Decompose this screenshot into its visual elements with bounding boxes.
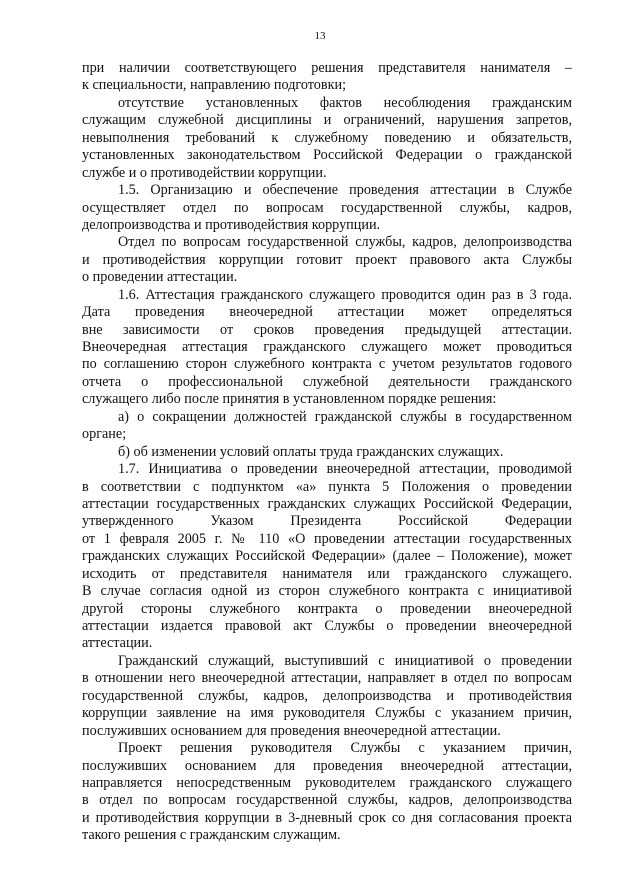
text-line: коррупции заявление на имя руководителя Службы с указанием причин, <box>82 705 572 722</box>
text-line: 1.7. Инициатива о проведении внеочередной аттестации, проводимой <box>118 461 572 478</box>
text-line: 1.5. Организацию и обеспечение проведения аттестации в Службе <box>118 182 572 199</box>
text-line: к специальности, направлению подготовки; <box>82 77 347 94</box>
text-line: государственной службы, кадров, делопроизводства и противодействия <box>82 687 572 704</box>
text-line: исходить от представителя нанимателя или гражданского служащего. <box>82 565 572 582</box>
text-line: органе; <box>82 426 127 443</box>
text-line: и противодействия коррупции готовит проект правового акта Службы <box>82 251 572 268</box>
text-line: утвержденного Указом Президента Российской Федерации <box>82 513 572 530</box>
text-line: направляется непосредственным руководителем гражданского служащего <box>82 774 572 791</box>
text-line: и противодействия коррупции в 3-дневный срок со дня согласования проекта <box>82 809 572 826</box>
text-line: отчета о профессиональной служебной деятельности гражданского <box>82 373 572 390</box>
text-line: Дата проведения внеочередной аттестации может определяться <box>82 304 572 321</box>
text-line: Отдел по вопросам государственной службы, кадров, делопроизводства <box>118 234 572 251</box>
text-line: гражданских служащих Российской Федерации» (далее – Положение), может <box>82 548 572 565</box>
text-line: такого решения с гражданским служащим. <box>82 827 341 844</box>
text-line: а) о сокращении должностей гражданской службы в государственном <box>118 408 572 425</box>
text-line: служащего либо после принятия в установленном порядке решения: <box>82 391 497 408</box>
text-line: В случае согласия одной из сторон служебного контракта с инициативой <box>82 583 572 600</box>
text-line: служащим служебной дисциплины и ограничений, нарушения запретов, <box>82 112 572 129</box>
text-line: Проект решения руководителя Службы с указанием причин, <box>118 740 572 757</box>
text-line: Гражданский служащий, выступивший с инициативой о проведении <box>118 652 572 669</box>
text-line: невыполнения требований к служебному поведению и обязательств, <box>82 129 572 146</box>
text-line: б) об изменении условий оплаты труда гражданских служащих. <box>118 443 504 460</box>
text-line: послуживших основанием для проведения внеочередной аттестации. <box>82 722 501 739</box>
text-line: о проведении аттестации. <box>82 269 238 286</box>
text-line: в отдел по вопросам государственной службы, кадров, делопроизводства <box>82 792 572 809</box>
text-line: осуществляет отдел по вопросам государственной службы, кадров, <box>82 199 572 216</box>
text-line: аттестации государственных гражданских служащих Российской Федерации, <box>82 495 572 512</box>
text-line: по соглашению сторон служебного контракта с учетом результатов годового <box>82 356 572 373</box>
text-line: при наличии соответствующего решения представителя нанимателя – <box>82 60 572 76</box>
page-number: 13 <box>314 30 326 42</box>
text-line: от 1 февраля 2005 г. № 110 «О проведении аттестации государственных <box>82 530 572 547</box>
text-line: Внеочередная аттестация гражданского служащего может проводиться <box>82 339 572 355</box>
text-line: отсутствие установленных фактов несоблюдения гражданским <box>118 94 572 111</box>
text-line: в отношении него внеочередной аттестации, направляет в отдел по вопросам <box>82 670 572 687</box>
text-line: послуживших основанием для проведения внеочередной аттестации, <box>82 757 572 774</box>
text-line: делопроизводства и противодействия коррупции. <box>82 216 381 233</box>
text-line: установленных законодательством Российской Федерации о гражданской <box>82 147 572 164</box>
text-line: аттестации. <box>82 635 153 652</box>
text-line: вне зависимости от сроков проведения предыдущей аттестации. <box>82 321 572 338</box>
text-line: другой стороны служебного контракта о проведении внеочередной <box>82 600 572 617</box>
text-line: 1.6. Аттестация гражданского служащего проводится один раз в 3 года. <box>118 286 572 303</box>
text-line: в соответствии с подпунктом «а» пункта 5 Положения о проведении <box>82 478 572 495</box>
text-line: службе и о противодействии коррупции. <box>82 164 327 181</box>
text-line: аттестации издается правовой акт Службы о проведении внеочередной <box>82 618 572 634</box>
document-body <box>82 60 572 845</box>
